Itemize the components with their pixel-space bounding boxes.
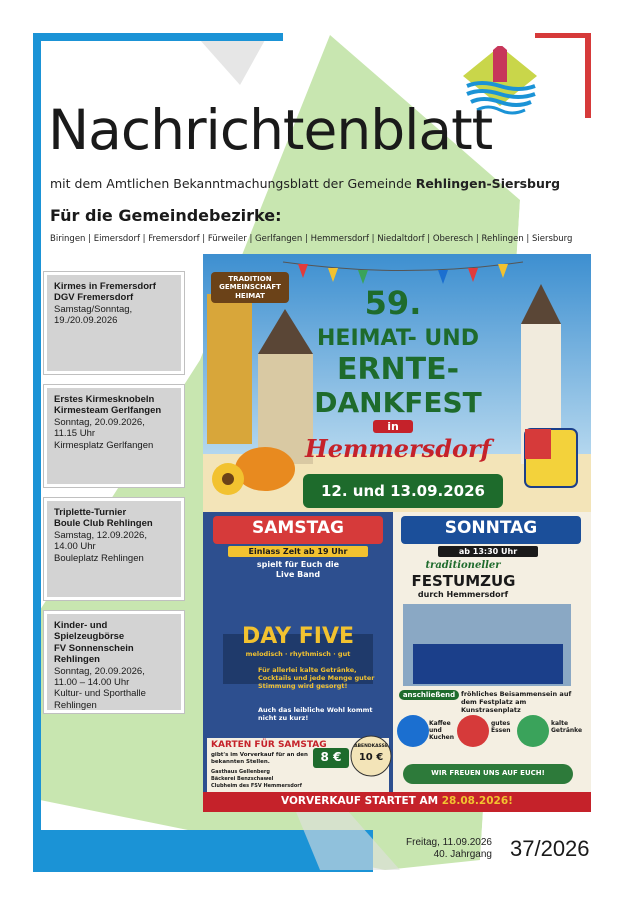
food-meal: gutes Essen [491, 720, 511, 735]
volume: 40. Jahrgang [433, 849, 492, 860]
red-frame-top [535, 33, 591, 38]
saturday-heading: SAMSTAG [252, 518, 344, 538]
event-line: Kultur- und Sporthalle [54, 688, 146, 700]
subtitle-prefix: mit dem Amtlichen Bekanntmachungsblatt der Gemeinde [50, 176, 412, 191]
saturday-band-intro: spielt für Euch die Live Band [256, 560, 340, 579]
poster-place: Hemmersdorf [305, 434, 491, 463]
event-line: 11.15 Uhr [54, 428, 96, 440]
masthead-subtitle [50, 176, 560, 191]
event-organizer: FV Sonnenschein Rehlingen [54, 642, 134, 666]
event-line: 14.00 Uhr [54, 541, 96, 553]
event-line: 11.00 – 14.00 Uhr [54, 676, 130, 688]
event-organizer: Kirmesteam Gerlfangen [54, 405, 162, 417]
poster-title-1: HEIMAT- UND [317, 326, 479, 351]
event-title: Triplette-Turnier [54, 507, 127, 518]
band-tagline: melodisch · rhythmisch · gut [245, 650, 351, 658]
food-coffee: Kaffee und Kuchen [429, 720, 454, 742]
event-box-kirmes-fremersdorf [44, 272, 184, 374]
sunday-afterwards: fröhliches Beisammensein auf dem Festplatz am Kunstrasenplatz [461, 690, 572, 715]
poster-welcome: WIR FREUEN UNS AUF EUCH! [431, 769, 545, 777]
subtitle-municipality: Rehlingen-Siersburg [415, 176, 561, 191]
red-frame-right [585, 33, 591, 118]
blue-frame-left [33, 33, 41, 838]
ticket-place: Bäckerei Benzschawel [211, 776, 274, 782]
sunday-afterwards-tag: anschließend [399, 690, 459, 700]
blue-frame-top [33, 33, 283, 41]
sunday-subheading: ab 13:30 Uhr [438, 546, 538, 557]
presale-date: 28.08.2026! [441, 795, 513, 807]
districts-list: Biringen | Eimersdorf | Fremersdorf | Fürweiler | Gerlfangen | Hemmersdorf | Niedaltdorf | Oberesch | Rehlingen | Siersburg [50, 234, 573, 244]
sunday-heading: SONNTAG [444, 518, 538, 538]
event-line: Sonntag, 20.09.2026, [54, 416, 145, 428]
footer-date-block [392, 837, 492, 861]
poster-number: 59. [364, 284, 422, 322]
issue-number: 37/2026 [510, 836, 590, 861]
poster-dates: 12. und 13.09.2026 [320, 482, 485, 500]
poster-title-2: ERNTE- [336, 352, 460, 387]
band-name: DAY FIVE [241, 624, 355, 649]
tickets-heading: KARTEN FÜR SAMSTAG [211, 740, 327, 750]
saturday-food: Auch das leibliche Wohl kommt nicht zu kurz! [258, 706, 373, 723]
food-drinks: kalte Getränke [551, 720, 583, 735]
saturday-subheading: Einlass Zelt ab 19 Uhr [228, 546, 368, 557]
poster-badge: TRADITION GEMEINSCHAFT HEIMAT [211, 272, 289, 303]
sunday-parade: FESTUMZUG [411, 572, 516, 590]
event-box-triplette-turnier [44, 498, 184, 600]
event-line: Samstag, 12.09.2026, [54, 529, 147, 541]
tickets-price: 8 € [320, 750, 342, 764]
box-office-price: 10 € [358, 752, 384, 763]
event-organizer: Boule Club Rehlingen [54, 518, 153, 530]
poster-title-3: DANKFEST [314, 386, 482, 419]
event-line: Samstag/Sonntag, [54, 303, 133, 315]
event-line: Rehlingen [54, 699, 97, 711]
presale-line [203, 795, 591, 807]
event-line: 19./20.09.2026 [54, 315, 118, 327]
festival-poster [203, 254, 591, 812]
event-line: Sonntag, 20.09.2026, [54, 665, 145, 677]
sunday-parade-sub: durch Hemmersdorf [417, 590, 509, 599]
ticket-place: Clubheim des FSV Hemmersdorf [211, 783, 302, 789]
saturday-drinks: Für allerlei kalte Getränke, Cocktails und jede Menge guter Stimmung wird gesorgt! [258, 666, 375, 691]
districts-heading: Für die Gemeindebezirke: [50, 206, 282, 225]
tickets-text: gibt's im Vorverkauf für an den bekannten Stellen. [211, 752, 308, 765]
event-organizer: DGV Fremersdorf [54, 292, 134, 304]
event-title: Kinder- und Spielzeugbörse [54, 620, 125, 643]
poster-in: in [373, 420, 413, 433]
event-title: Kirmes in Fremersdorf [54, 281, 156, 292]
masthead-title: Nachrichtenblatt [48, 98, 493, 162]
presale-text: VORVERKAUF STARTET AM [281, 795, 439, 807]
event-box-spielzeugboerse [44, 611, 184, 713]
box-office-label: ABENDKASSE [354, 744, 388, 749]
event-line: Bouleplatz Rehlingen [54, 552, 144, 564]
event-box-kirmesknobeln [44, 385, 184, 487]
issue-date: Freitag, 11.09.2026 [406, 837, 492, 848]
event-line: Kirmesplatz Gerlfangen [54, 439, 154, 451]
ticket-place: Gasthaus Gellenberg [211, 769, 270, 775]
event-title: Erstes Kirmesknobeln [54, 394, 155, 405]
sunday-traditional: traditioneller [425, 560, 501, 571]
